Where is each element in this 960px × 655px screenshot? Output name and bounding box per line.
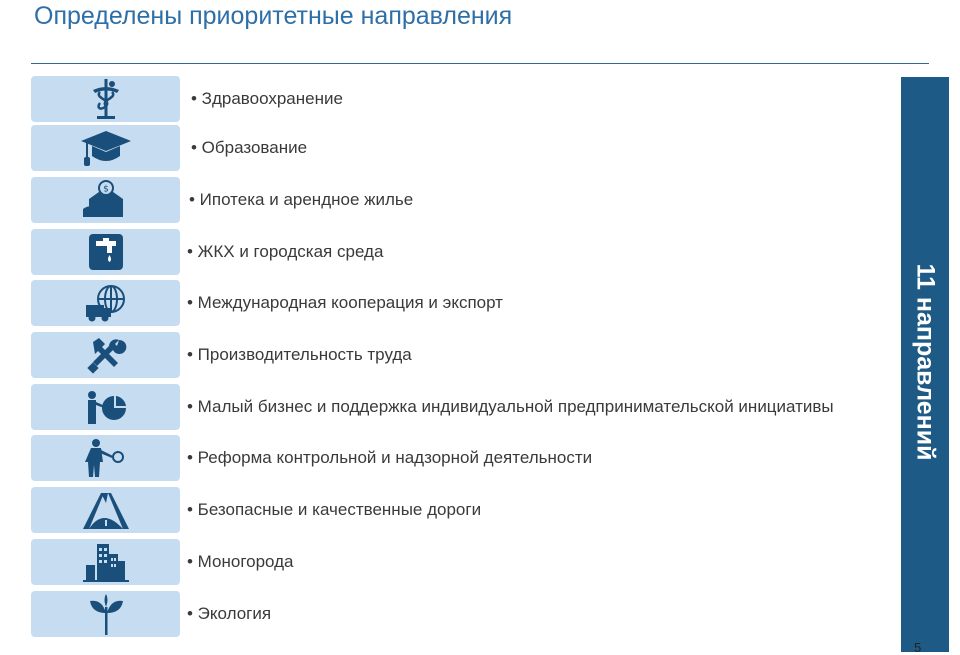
direction-label: • Образование (191, 138, 308, 157)
direction-item-education (31, 125, 891, 171)
icon-box (31, 487, 180, 533)
icon-box (31, 125, 180, 171)
direction-item-monotowns (31, 539, 891, 585)
graduation-cap-icon (79, 127, 133, 169)
house-money-icon (79, 179, 133, 221)
directions-count-label: 11 направлений (911, 263, 940, 461)
svg-text:$: $ (102, 184, 109, 195)
icon-box (31, 539, 180, 585)
direction-label: • Реформа контрольной и надзорной деятельности (187, 448, 593, 467)
inspector-magnifier-icon (79, 437, 133, 479)
direction-item-cooperation-export (31, 280, 891, 326)
direction-item-control-reform (31, 435, 891, 481)
icon-box (31, 177, 180, 223)
direction-item-mortgage (31, 177, 891, 223)
plant-icon (79, 593, 133, 635)
direction-label: • Малый бизнес и поддержка индивидуальной предпринимательской инициативы (187, 397, 834, 416)
icon-box (31, 229, 180, 275)
road-icon (79, 489, 133, 531)
city-buildings-icon (79, 541, 133, 583)
icon-box (31, 76, 180, 122)
direction-label: • Здравоохранение (191, 89, 343, 108)
page-number: 5 (914, 640, 922, 655)
caduceus-icon (79, 78, 133, 120)
direction-item-roads (31, 487, 891, 533)
icon-box (31, 280, 180, 326)
icon-box (31, 435, 180, 481)
direction-label: • Моногорода (187, 552, 294, 571)
direction-label: • Безопасные и качественные дороги (187, 500, 482, 519)
icon-box (31, 591, 180, 637)
water-tap-icon (79, 231, 133, 273)
page-title: Определены приоритетные направления (34, 2, 513, 30)
direction-item-healthcare (31, 76, 891, 122)
direction-item-productivity (31, 332, 891, 378)
business-presentation-icon (79, 386, 133, 428)
direction-item-small-business (31, 384, 891, 430)
tools-icon (79, 334, 133, 376)
icon-box (31, 384, 180, 430)
direction-label: • ЖКХ и городская среда (187, 242, 384, 261)
direction-item-housing-utilities (31, 229, 891, 275)
title-divider (31, 63, 929, 64)
direction-label: • Международная кооперация и экспорт (187, 293, 503, 312)
direction-item-ecology (31, 591, 891, 637)
direction-label: • Производительность труда (187, 345, 412, 364)
globe-truck-icon (79, 282, 133, 324)
direction-label: • Ипотека и арендное жилье (189, 190, 414, 209)
icon-box (31, 332, 180, 378)
direction-label: • Экология (187, 604, 272, 623)
